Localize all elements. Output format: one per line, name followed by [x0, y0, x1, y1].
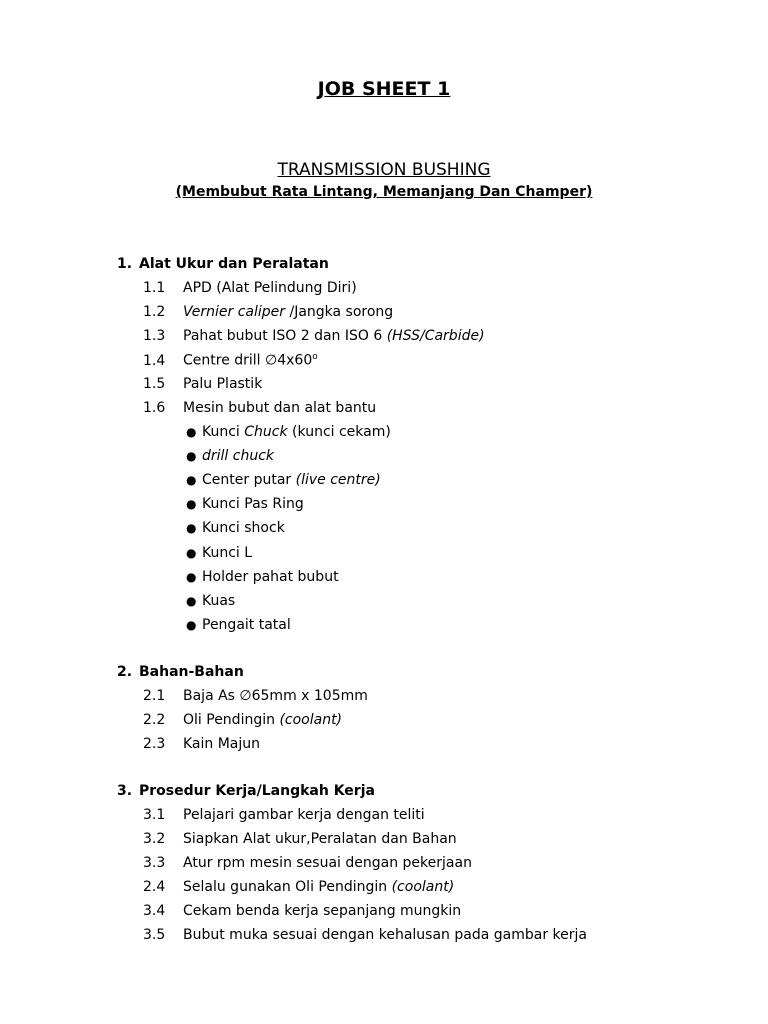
bullet-text: Kunci L: [202, 545, 253, 561]
bullet-text: Pengait tatal: [202, 617, 291, 633]
list-item: [143, 855, 472, 871]
section-label: Alat Ukur dan Peralatan: [139, 256, 329, 272]
section-number: 2.: [117, 664, 133, 680]
list-item: [143, 304, 393, 320]
bullet-text: Holder pahat bubut: [202, 569, 339, 585]
list-item: [143, 712, 342, 728]
item-number: 2.4: [143, 879, 166, 895]
bullet-icon: ●: [186, 618, 197, 632]
bullet-icon: ●: [186, 473, 197, 487]
bullet-icon: ●: [186, 449, 197, 463]
item-text: Cekam benda kerja sepanjang mungkin: [183, 903, 462, 919]
item-italic-text: (HSS/Carbide): [386, 328, 485, 344]
bullet-item: [186, 520, 285, 536]
list-item: [143, 879, 454, 895]
list-item: [143, 400, 376, 416]
list-item: [143, 328, 485, 344]
item-number: 2.1: [143, 688, 166, 704]
bullet-icon: ●: [186, 497, 197, 511]
list-item: [143, 807, 425, 823]
bullet-icon: ●: [186, 521, 197, 535]
bullet-italic-text: drill chuck: [202, 448, 275, 464]
item-number: 1.3: [143, 328, 166, 344]
item-italic-text: (coolant): [279, 712, 343, 728]
item-text: Kain Majun: [183, 736, 261, 752]
bullet-icon: ●: [186, 425, 197, 439]
item-number: 2.3: [143, 736, 166, 752]
bullet-icon: ●: [186, 570, 197, 584]
document-subtitle: TRANSMISSION BUSHING: [277, 160, 491, 180]
bullet-item: [186, 569, 339, 585]
section-number: 1.: [117, 256, 133, 272]
bullet-text: Kunci shock: [202, 520, 285, 536]
item-text: APD (Alat Pelindung Diri): [183, 280, 357, 296]
item-text: /Jangka sorong: [285, 304, 394, 320]
list-item: [143, 280, 357, 296]
item-number: 1.1: [143, 280, 166, 296]
bullet-text: Kunci: [202, 424, 245, 440]
list-item: [143, 736, 260, 752]
item-text: Selalu gunakan Oli Pendingin: [183, 879, 392, 895]
item-italic-text: (coolant): [391, 879, 455, 895]
list-item: [143, 927, 587, 943]
bullet-item: [186, 593, 235, 609]
item-text: Pelajari gambar kerja dengan teliti: [183, 807, 425, 823]
item-number: 3.1: [143, 807, 166, 823]
degree-superscript: o: [312, 352, 318, 362]
item-text: Centre drill ∅4x60: [183, 352, 313, 369]
list-item: [143, 352, 318, 369]
item-number: 3.4: [143, 903, 166, 919]
item-number: 1.5: [143, 376, 166, 392]
item-number: 1.4: [143, 352, 166, 369]
item-number: 3.3: [143, 855, 166, 871]
section-heading-1: [117, 256, 329, 272]
bullet-text: Kuas: [202, 593, 236, 609]
bullet-item: [186, 448, 274, 464]
item-text: Pahat bubut ISO 2 dan ISO 6: [183, 328, 387, 344]
bullet-italic-text: Chuck: [244, 424, 288, 440]
item-text: Oli Pendingin: [183, 712, 280, 728]
bullet-icon: ●: [186, 546, 197, 560]
bullet-item: [186, 545, 252, 561]
item-text: Siapkan Alat ukur,Peralatan dan Bahan: [183, 831, 457, 847]
item-number: 1.6: [143, 400, 166, 416]
section-label: Prosedur Kerja/Langkah Kerja: [139, 783, 375, 799]
list-item: [143, 831, 457, 847]
list-item: [143, 903, 461, 919]
list-item: [143, 688, 368, 704]
bullet-item: [186, 424, 391, 440]
item-text: Atur rpm mesin sesuai dengan pekerjaan: [183, 855, 472, 871]
document-title: JOB SHEET 1: [317, 78, 451, 100]
bullet-italic-text: (live centre): [295, 472, 381, 488]
item-number: 2.2: [143, 712, 166, 728]
bullet-text: Kunci Pas Ring: [202, 496, 304, 512]
item-number: 1.2: [143, 304, 166, 320]
bullet-icon: ●: [186, 594, 197, 608]
section-number: 3.: [117, 783, 133, 799]
bullet-item: [186, 617, 291, 633]
item-number: 3.2: [143, 831, 166, 847]
document-subsubtitle: (Membubut Rata Lintang, Memanjang Dan Champer): [175, 184, 593, 200]
section-label: Bahan-Bahan: [139, 664, 244, 680]
item-text: Bubut muka sesuai dengan kehalusan pada gambar kerja: [183, 927, 587, 943]
bullet-item: [186, 472, 381, 488]
item-text: Baja As ∅65mm x 105mm: [183, 688, 368, 704]
bullet-text-tail: (kunci cekam): [287, 424, 391, 440]
item-text: Mesin bubut dan alat bantu: [183, 400, 377, 416]
section-heading-2: [117, 664, 244, 680]
item-italic-text: Vernier caliper: [183, 304, 286, 320]
item-text: Palu Plastik: [183, 376, 263, 392]
list-item: [143, 376, 262, 392]
item-number: 3.5: [143, 927, 166, 943]
bullet-item: [186, 496, 304, 512]
section-heading-3: [117, 783, 375, 799]
bullet-text: Center putar: [202, 472, 296, 488]
